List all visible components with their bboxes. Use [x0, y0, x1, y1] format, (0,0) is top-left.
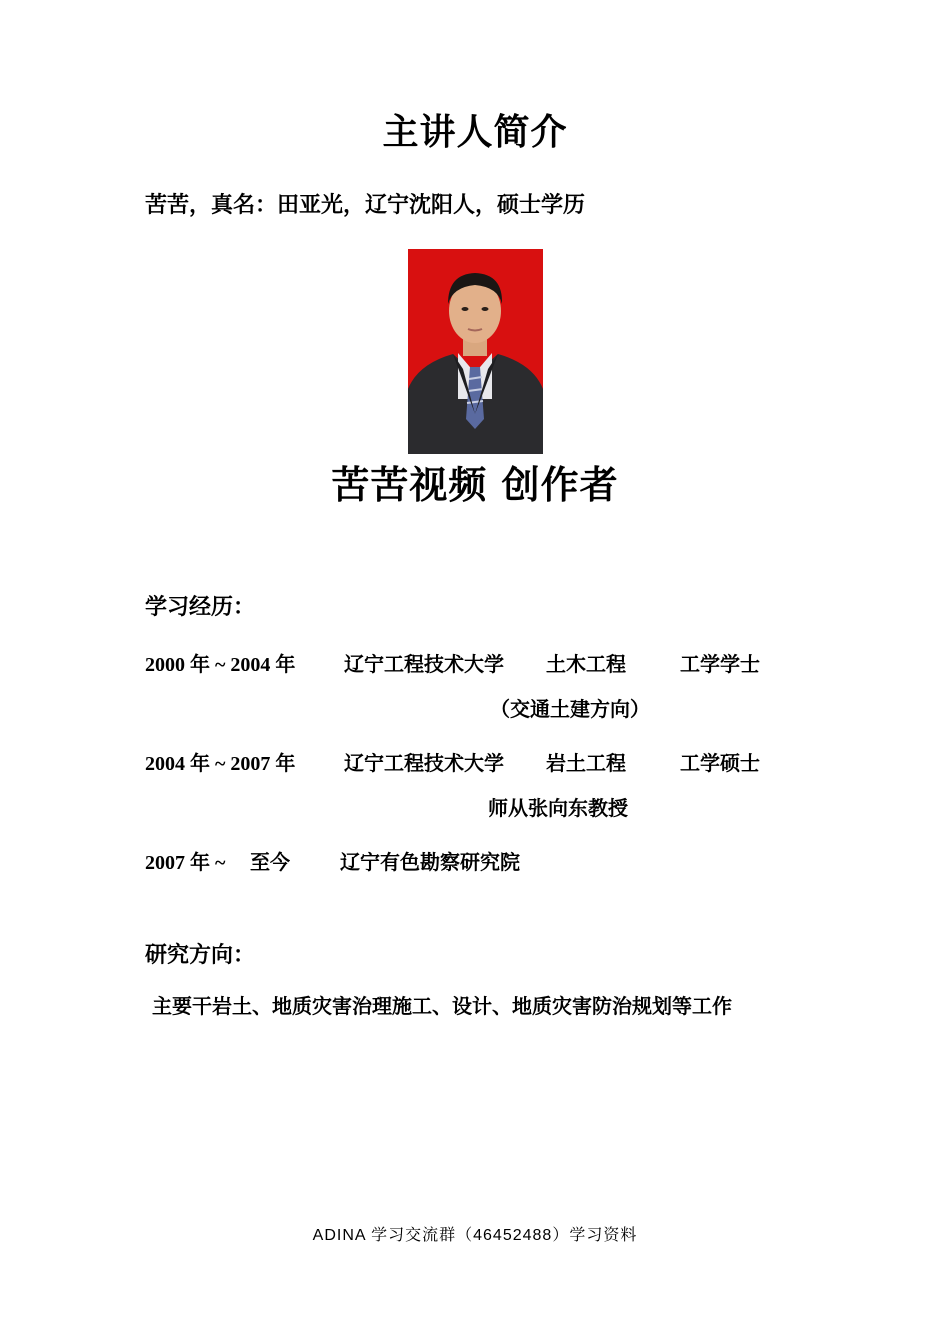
education-period: 2000 年 ~ 2004 年	[145, 654, 296, 676]
education-note: 师从张向东教授	[488, 796, 628, 820]
education-period: 2004 年 ~ 2007 年	[145, 753, 296, 775]
work-status: 至今	[250, 850, 290, 874]
education-major: 岩土工程	[546, 751, 626, 775]
education-major: 土木工程	[546, 652, 626, 676]
education-row	[145, 747, 295, 776]
speaker-intro: 苦苦，真名：田亚光，辽宁沈阳人，硕士学历	[145, 193, 586, 218]
education-row	[145, 846, 225, 875]
speaker-photo	[408, 249, 543, 454]
research-text: 主要干岩土、地质灾害治理施工、设计、地质灾害防治规划等工作	[152, 994, 732, 1018]
education-school: 辽宁工程技术大学	[344, 751, 504, 775]
page-footer: ADINA 学习交流群（46452488）学习资料	[312, 1227, 638, 1244]
research-heading: 研究方向：	[145, 943, 256, 968]
education-heading: 学习经历：	[145, 595, 256, 620]
education-degree: 工学硕士	[680, 751, 760, 775]
page-title: 主讲人简介	[382, 112, 568, 153]
education-degree: 工学学士	[680, 652, 760, 676]
education-row	[145, 648, 295, 677]
work-organization: 辽宁有色勘察研究院	[340, 850, 520, 874]
education-note: （交通土建方向）	[490, 697, 650, 721]
education-school: 辽宁工程技术大学	[344, 652, 504, 676]
education-period: 2007 年 ~	[145, 852, 226, 874]
creator-role: 苦苦视频 创作者	[331, 463, 619, 507]
